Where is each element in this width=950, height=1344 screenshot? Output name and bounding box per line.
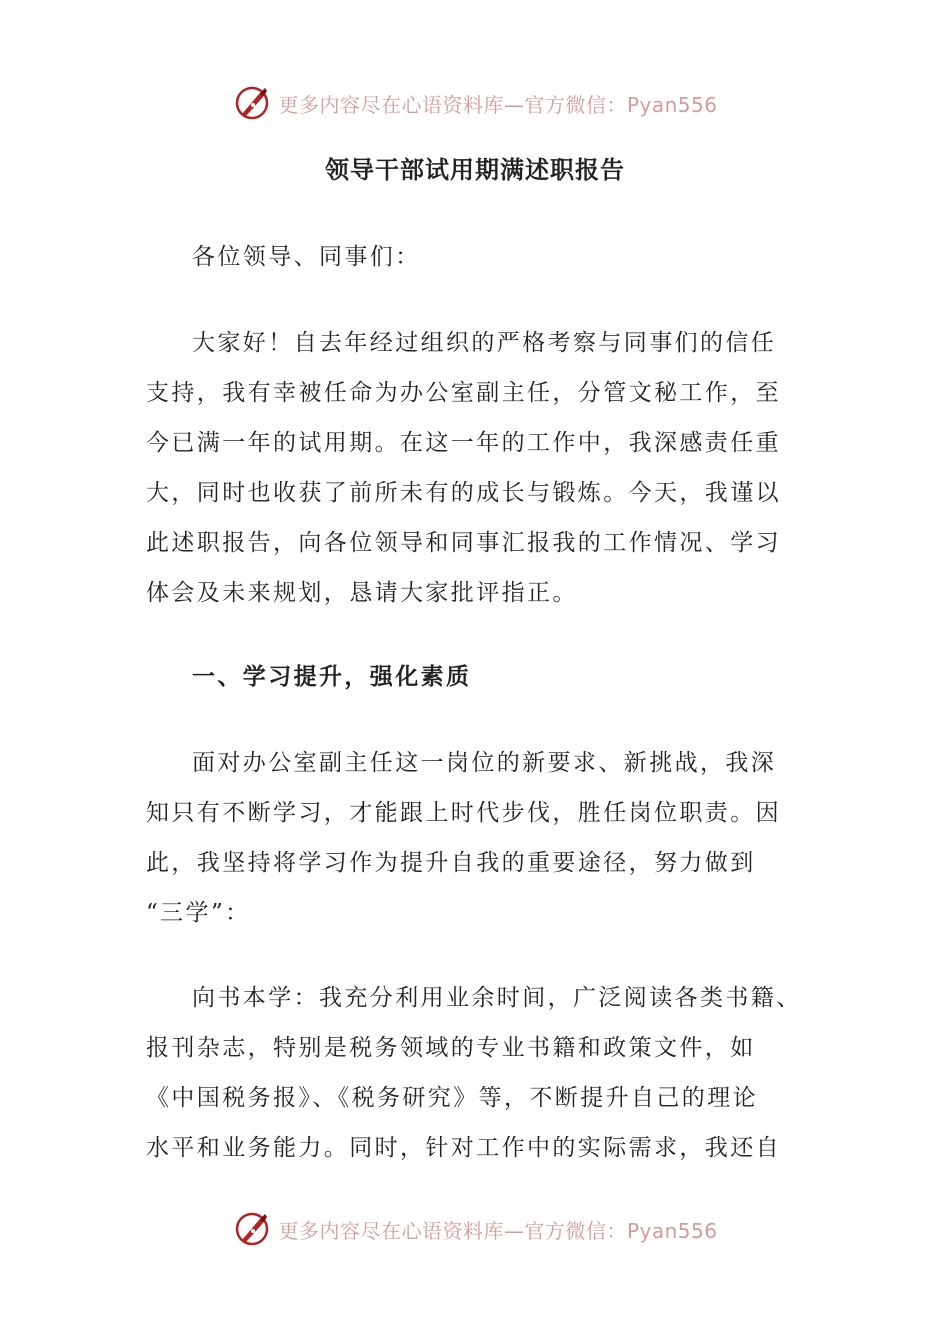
text-line: 此述职报告，向各位领导和同事汇报我的工作情况、学习 (146, 530, 781, 556)
footer-banner (0, 1204, 950, 1254)
section-heading: 一、学习提升，强化素质 (192, 663, 472, 690)
text-line: 今已满一年的试用期。在这一年的工作中，我深感责任重 (146, 430, 781, 456)
text-line: “三学”： (146, 900, 251, 926)
paragraph-intro (146, 318, 816, 618)
document-title: 领导干部试用期满述职报告 (325, 155, 625, 184)
pen-nib-circle-icon (232, 1209, 272, 1249)
paragraph-learning (146, 738, 816, 938)
text-line: 报刊杂志，特别是税务领域的专业书籍和政策文件，如 (146, 1035, 756, 1061)
text-line: 向书本学：我充分利用业余时间，广泛阅读各类书籍、 (192, 985, 802, 1011)
text-line: 支持，我有幸被任命为办公室副主任，分管文秘工作，至 (146, 380, 781, 406)
text-line: 知只有不断学习，才能跟上时代步伐，胜任岗位职责。因 (146, 800, 781, 826)
salutation: 各位领导、同事们： (192, 244, 421, 270)
text-line: 面对办公室副主任这一岗位的新要求、新挑战，我深 (192, 750, 777, 776)
text-line: 大家好！自去年经过组织的严格考察与同事们的信任 (192, 330, 777, 356)
text-line: 水平和业务能力。同时，针对工作中的实际需求，我还自 (146, 1135, 781, 1161)
text-line: 体会及未来规划，恳请大家批评指正。 (146, 580, 578, 606)
text-line: 此，我坚持将学习作为提升自我的重要途径，努力做到 (146, 850, 756, 876)
text-line: 大，同时也收获了前所未有的成长与锻炼。今天，我谨以 (146, 480, 781, 506)
paragraph-books (146, 973, 816, 1173)
header-banner (0, 78, 950, 128)
pen-nib-circle-icon (232, 83, 272, 123)
header-banner-text: 更多内容尽在心语资料库—官方微信：Pyan556 (278, 92, 718, 117)
text-line: 《中国税务报》、《税务研究》等，不断提升自己的理论 (146, 1085, 758, 1111)
footer-banner-text: 更多内容尽在心语资料库—官方微信：Pyan556 (278, 1218, 718, 1243)
